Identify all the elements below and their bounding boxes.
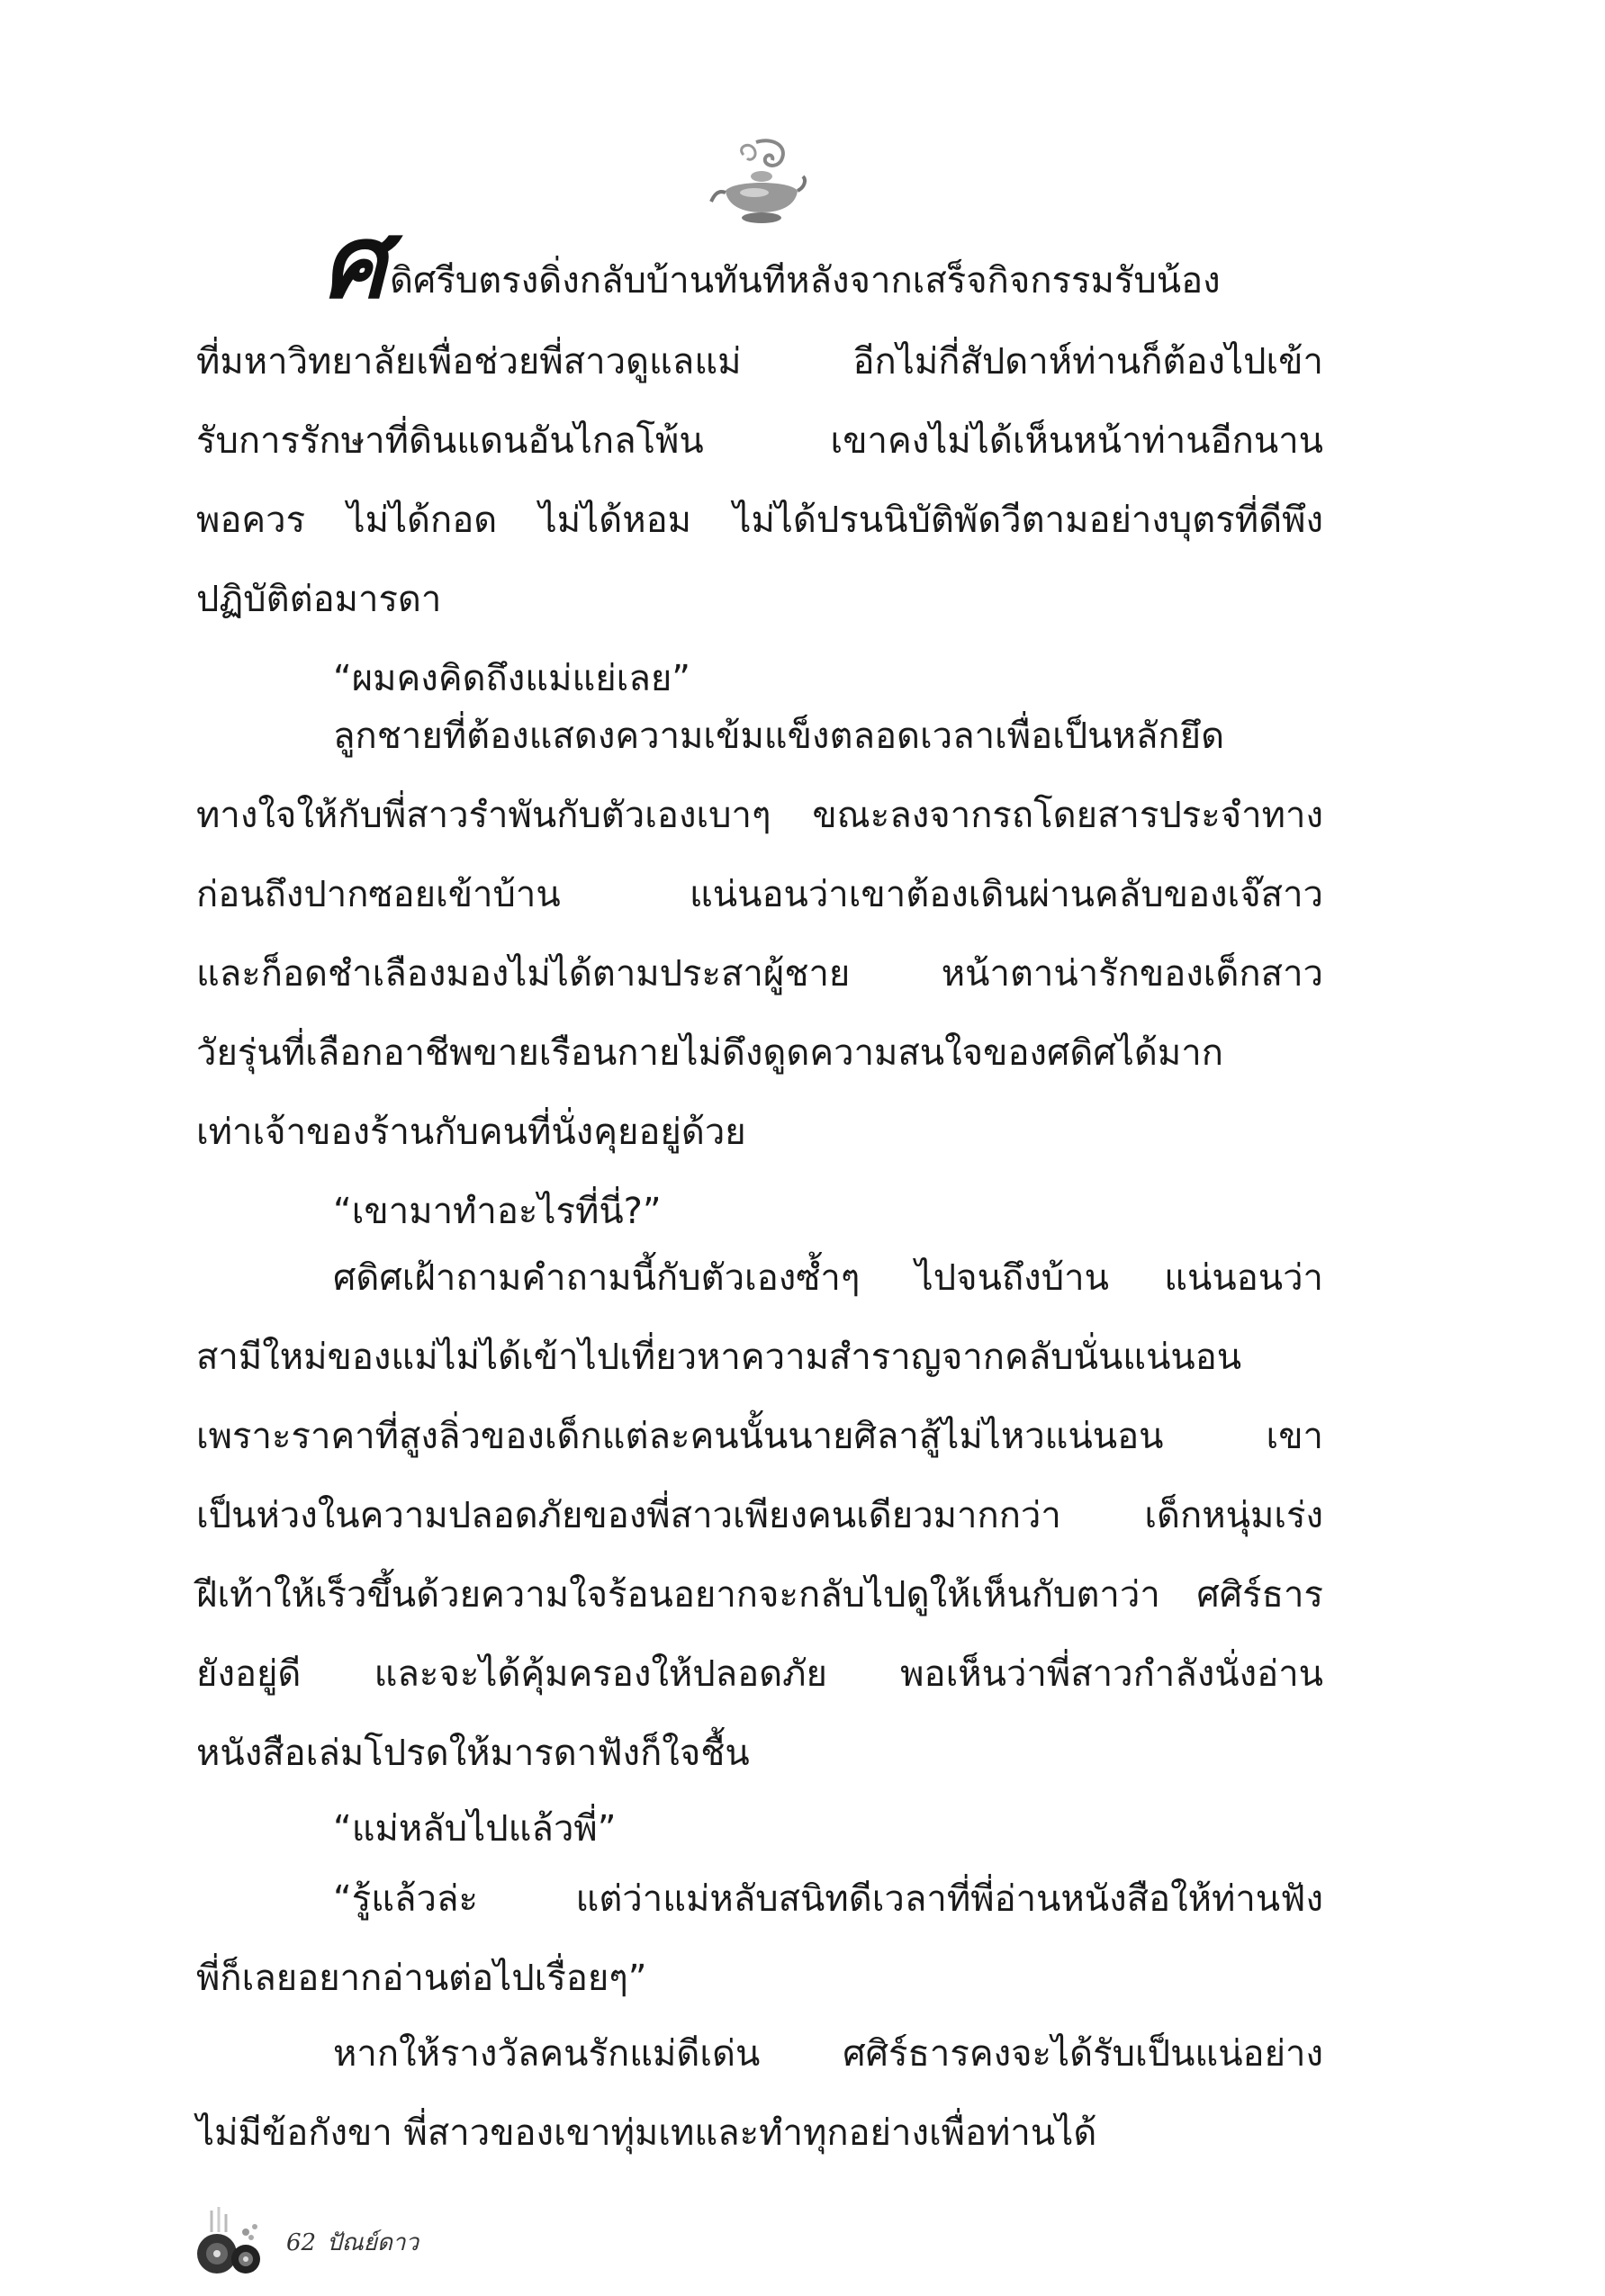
dialogue-line: “แม่หลับไปแล้วพี่”	[333, 1808, 617, 1850]
dialogue-line: พี่ก็เลยอยากอ่านต่อไปเรื่อยๆ”	[196, 1958, 647, 1999]
dialogue-line: “ผมคงคิดถึงแม่แย่เลย”	[333, 658, 691, 699]
text-line: พอควร ไม่ได้กอด ไม่ได้หอม ไม่ได้ปรนนิบัติพัดวีตามอย่างบุตรที่ดีพึง	[196, 500, 1323, 541]
page-number: 62	[286, 2229, 317, 2256]
drop-cap: ศ	[322, 204, 387, 321]
text-line: หนังสือเล่มโปรดให้มารดาฟังก็ใจชื้น	[196, 1733, 750, 1774]
text-line: ศดิศเฝ้าถามคำถามนี้กับตัวเองซ้ำๆ ไปจนถึงบ้าน แน่นอนว่า	[333, 1257, 1323, 1299]
page-footer	[286, 2225, 429, 2261]
text-line: ทางใจให้กับพี่สาวรำพันกับตัวเองเบาๆ ขณะลงจากรถโดยสารประจำทาง	[196, 795, 1323, 836]
text-line: ลูกชายที่ต้องแสดงความเข้มแข็งตลอดเวลาเพื่อเป็นหลักยึด	[333, 716, 1225, 757]
dialogue-line: “รู้แล้วล่ะ แต่ว่าแม่หลับสนิทดีเวลาที่พี่อ่านหนังสือให้ท่านฟัง	[333, 1878, 1323, 1920]
text-line: รับการรักษาที่ดินแดนอันไกลโพ้น เขาคงไม่ได้เห็นหน้าท่านอีกนาน	[196, 420, 1323, 462]
text-line: ปฏิบัติต่อมารดา	[196, 579, 442, 620]
text-line: เท่าเจ้าของร้านกับคนที่นั่งคุยอยู่ด้วย	[196, 1112, 746, 1153]
text-line: ยังอยู่ดี และจะได้คุ้มครองให้ปลอดภัย พอเห็นว่าพี่สาวกำลังนั่งอ่าน	[196, 1653, 1323, 1695]
text-line: ก่อนถึงปากซอยเข้าบ้าน แน่นอนว่าเขาต้องเดินผ่านคลับของเจ๊สาว	[196, 874, 1323, 915]
text-line: ฝีเท้าให้เร็วขึ้นด้วยความใจร้อนอยากจะกลับไปดูให้เห็นกับตาว่า ศศิร์ธาร	[196, 1574, 1323, 1616]
text-line: ที่มหาวิทยาลัยเพื่อช่วยพี่สาวดูแลแม่ อีกไม่กี่สัปดาห์ท่านก็ต้องไปเข้า	[196, 341, 1323, 383]
dialogue-line: “เขามาทำอะไรที่นี่?”	[333, 1191, 662, 1232]
magic-lamp-icon	[709, 135, 808, 234]
text-line: และก็อดชำเลืองมองไม่ได้ตามประสาผู้ชาย หน้าตาน่ารักของเด็กสาว	[196, 953, 1323, 995]
film-reel-icon	[194, 2205, 275, 2277]
text-line: สามีใหม่ของแม่ไม่ได้เข้าไปเที่ยวหาความสำราญจากคลับนั่นแน่นอน	[196, 1337, 1242, 1378]
text-line: ไม่มีข้อกังขา พี่สาวของเขาทุ่มเทและทำทุกอย่างเพื่อท่านได้	[196, 2112, 1097, 2154]
text-line: เพราะราคาที่สูงลิ่วของเด็กแต่ละคนนั้นนายศิลาสู้ไม่ไหวแน่นอน เขา	[196, 1416, 1323, 1457]
text-line: ดิศรีบตรงดิ่งกลับบ้านทันทีหลังจากเสร็จกิจกรรมรับน้อง	[390, 260, 1221, 302]
text-line: เป็นห่วงในความปลอดภัยของพี่สาวเพียงคนเดียวมากกว่า เด็กหนุ่มเร่ง	[196, 1495, 1323, 1536]
text-line: หากให้รางวัลคนรักแม่ดีเด่น ศศิร์ธารคงจะได้รับเป็นแน่อย่าง	[333, 2033, 1323, 2075]
text-line: วัยรุ่นที่เลือกอาชีพขายเรือนกายไม่ดึงดูดความสนใจของศดิศได้มาก	[196, 1032, 1223, 1074]
book-title: ปัณย์ดาว	[327, 2229, 419, 2256]
